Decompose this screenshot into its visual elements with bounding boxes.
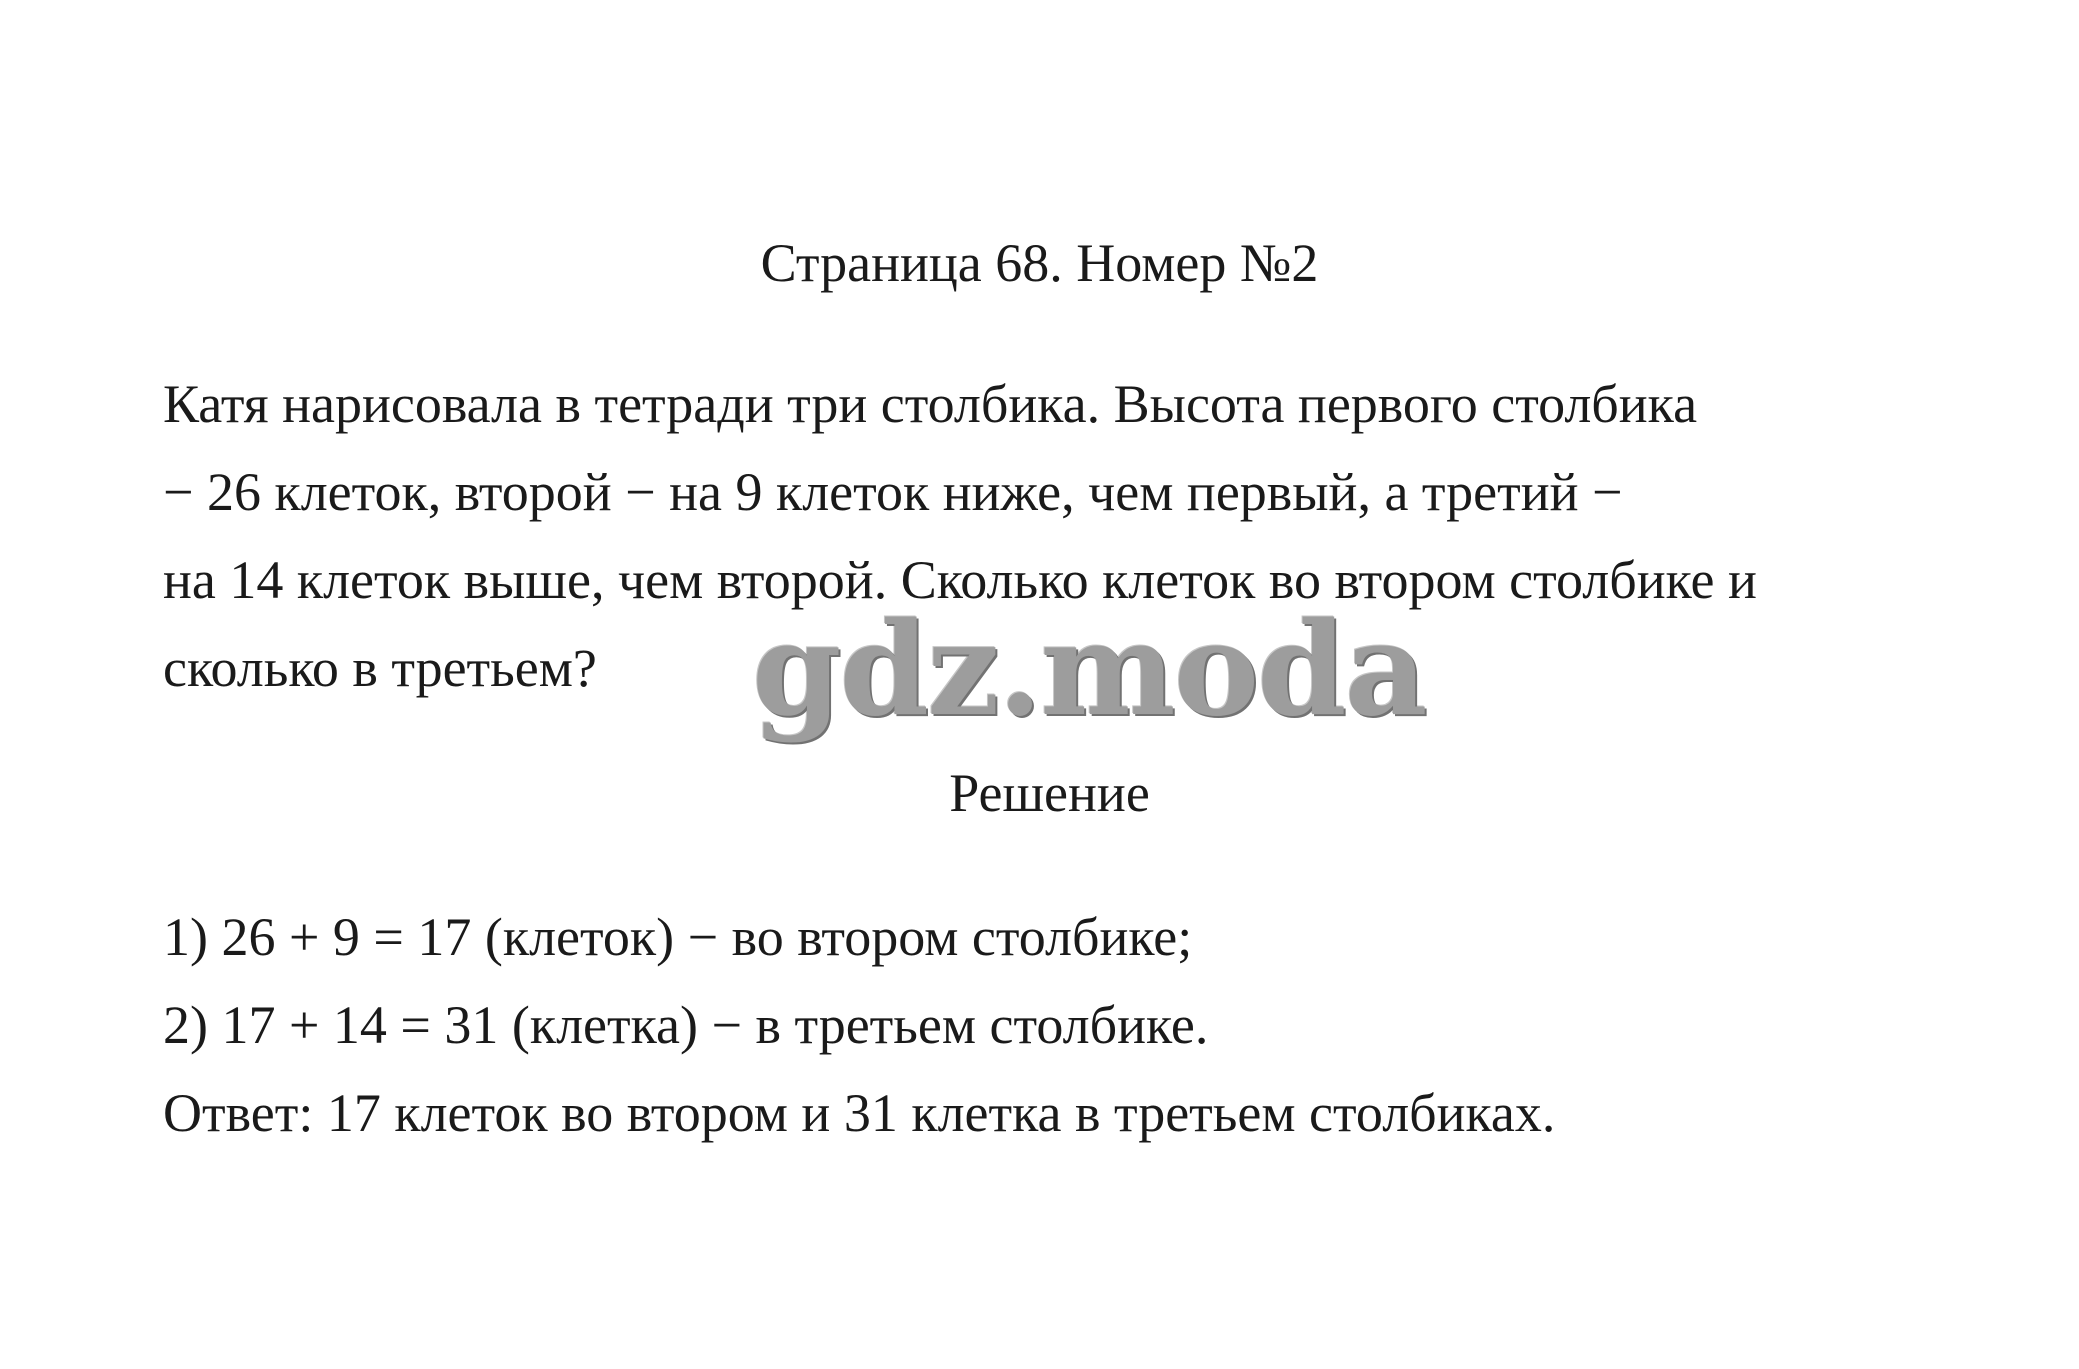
solution-body (163, 893, 2023, 1157)
problem-line: − 26 клеток, второй − на 9 клеток ниже, чем первый, а третий − (163, 462, 1623, 522)
problem-line: Катя нарисовала в тетради три столбика. Высота первого столбика (163, 374, 1698, 434)
page-title: Страница 68. Номер №2 (760, 233, 1319, 293)
solution-step: 1) 26 + 9 = 17 (клеток) − во втором столбике; (163, 907, 1193, 967)
problem-line: на 14 клеток выше, чем второй. Сколько клеток во втором столбике и (163, 550, 1757, 610)
watermark-logo: gdz.moda (752, 595, 1426, 745)
solution-heading: Решение (949, 763, 1150, 823)
solution-answer: Ответ: 17 клеток во втором и 31 клетка в третьем столбиках. (163, 1083, 1556, 1143)
solution-step: 2) 17 + 14 = 31 (клетка) − в третьем столбике. (163, 995, 1209, 1055)
problem-line: сколько в третьем? (163, 638, 597, 698)
